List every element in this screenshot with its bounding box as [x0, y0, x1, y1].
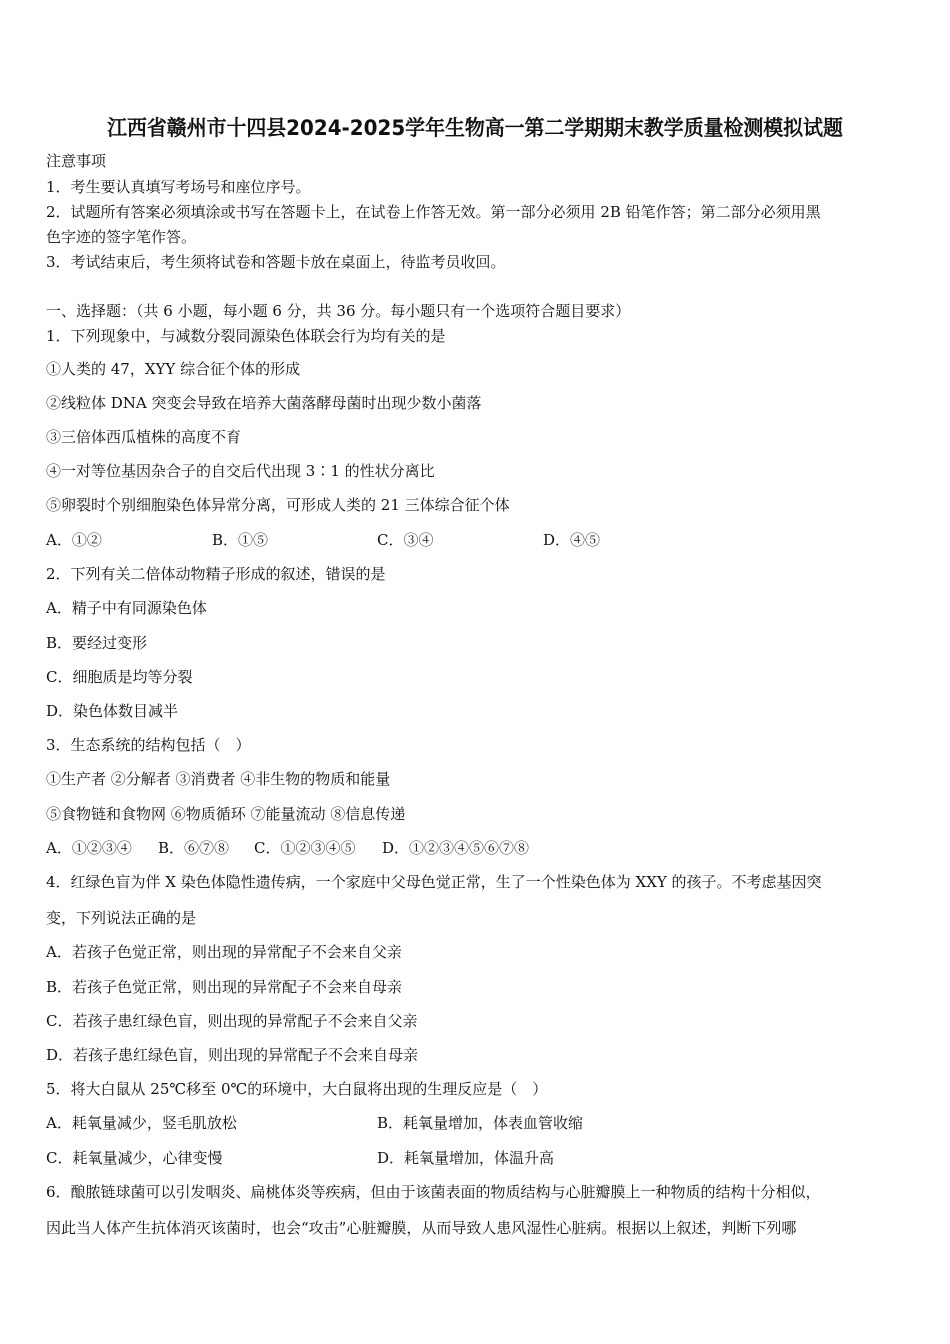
q4-stem-line-2: 变，下列说法正确的是 [46, 909, 197, 927]
q5-option-a: A．耗氧量减少，竖毛肌放松 [46, 1114, 237, 1132]
q4-option-d: D．若孩子患红绿色盲，则出现的异常配子不会来自母亲 [46, 1046, 419, 1064]
section-heading: 一、选择题：（共 6 小题，每小题 6 分，共 36 分。每小题只有一个选项符合题目要求） [46, 302, 631, 320]
q5-option-c: C．耗氧量减少，心律变慢 [46, 1149, 223, 1167]
q5-option-d: D．耗氧量增加，体温升高 [377, 1149, 555, 1167]
q4-option-a: A．若孩子色觉正常，则出现的异常配子不会来自父亲 [46, 943, 402, 961]
q1-item-3: ③三倍体西瓜植株的高度不育 [46, 428, 242, 446]
q4-option-b: B．若孩子色觉正常，则出现的异常配子不会来自母亲 [46, 978, 403, 996]
notice-item-2: 2．试题所有答案必须填涂或书写在答题卡上，在试卷上作答无效。第一部分必须用 2B 铅笔作答；第二部分必须用黑 [46, 203, 821, 221]
q1-option-b: B．①⑤ [212, 531, 269, 549]
q3-option-a: A．①②③④ [46, 839, 132, 857]
q2-option-b: B．要经过变形 [46, 634, 148, 652]
notice-heading: 注意事项 [46, 152, 107, 170]
q3-stem: 3．生态系统的结构包括（ ） [46, 736, 251, 754]
q1-option-a: A．①② [46, 531, 102, 549]
q5-option-b: B．耗氧量增加，体表血管收缩 [377, 1114, 584, 1132]
q3-item-1: ①生产者 ②分解者 ③消费者 ④非生物的物质和能量 [46, 770, 391, 788]
q6-stem-line-1: 6．酿脓链球菌可以引发咽炎、扁桃体炎等疾病，但由于该菌表面的物质结构与心脏瓣膜上一种物质的结构十分相似， [46, 1183, 821, 1201]
q3-option-c: C．①②③④⑤ [254, 839, 356, 857]
notice-item-1: 1．考生要认真填写考场号和座位序号。 [46, 178, 311, 196]
q6-stem-line-2: 因此当人体产生抗体消灭该菌时，也会“攻击”心脏瓣膜，从而导致人患风湿性心脏病。根据以上叙述，判断下列哪 [46, 1219, 797, 1237]
q1-item-4: ④一对等位基因杂合子的自交后代出现 3∶1 的性状分离比 [46, 462, 435, 480]
q5-stem: 5．将大白鼠从 25℃移至 0℃的环境中，大白鼠将出现的生理反应是（ ） [46, 1080, 548, 1098]
q3-option-b: B．⑥⑦⑧ [158, 839, 230, 857]
q4-option-c: C．若孩子患红绿色盲，则出现的异常配子不会来自父亲 [46, 1012, 418, 1030]
q1-item-1: ①人类的 47，XYY 综合征个体的形成 [46, 360, 301, 378]
q2-option-c: C．细胞质是均等分裂 [46, 668, 193, 686]
q3-item-2: ⑤食物链和食物网 ⑥物质循环 ⑦能量流动 ⑧信息传递 [46, 805, 406, 823]
q4-stem-line-1: 4．红绿色盲为伴 X 染色体隐性遗传病，一个家庭中父母色觉正常，生了一个性染色体为 XXY 的孩子。不考虑基因突 [46, 873, 822, 891]
q1-option-d: D．④⑤ [543, 531, 601, 549]
q2-option-a: A．精子中有同源染色体 [46, 599, 207, 617]
q3-option-d: D．①②③④⑤⑥⑦⑧ [382, 839, 530, 857]
q2-stem: 2．下列有关二倍体动物精子形成的叙述，错误的是 [46, 565, 386, 583]
q2-option-d: D．染色体数目减半 [46, 702, 179, 720]
exam-title: 江西省赣州市十四县2024-2025学年生物高一第二学期期末教学质量检测模拟试题 [107, 116, 843, 140]
q1-stem: 1．下列现象中，与减数分裂同源染色体联会行为均有关的是 [46, 327, 446, 345]
q1-item-2: ②线粒体 DNA 突变会导致在培养大菌落酵母菌时出现少数小菌落 [46, 394, 482, 412]
q1-item-5: ⑤卵裂时个别细胞染色体异常分离，可形成人类的 21 三体综合征个体 [46, 496, 510, 514]
notice-item-2-cont: 色字迹的签字笔作答。 [46, 228, 197, 246]
notice-item-3: 3．考试结束后，考生须将试卷和答题卡放在桌面上，待监考员收回。 [46, 253, 506, 271]
q1-option-c: C．③④ [377, 531, 434, 549]
